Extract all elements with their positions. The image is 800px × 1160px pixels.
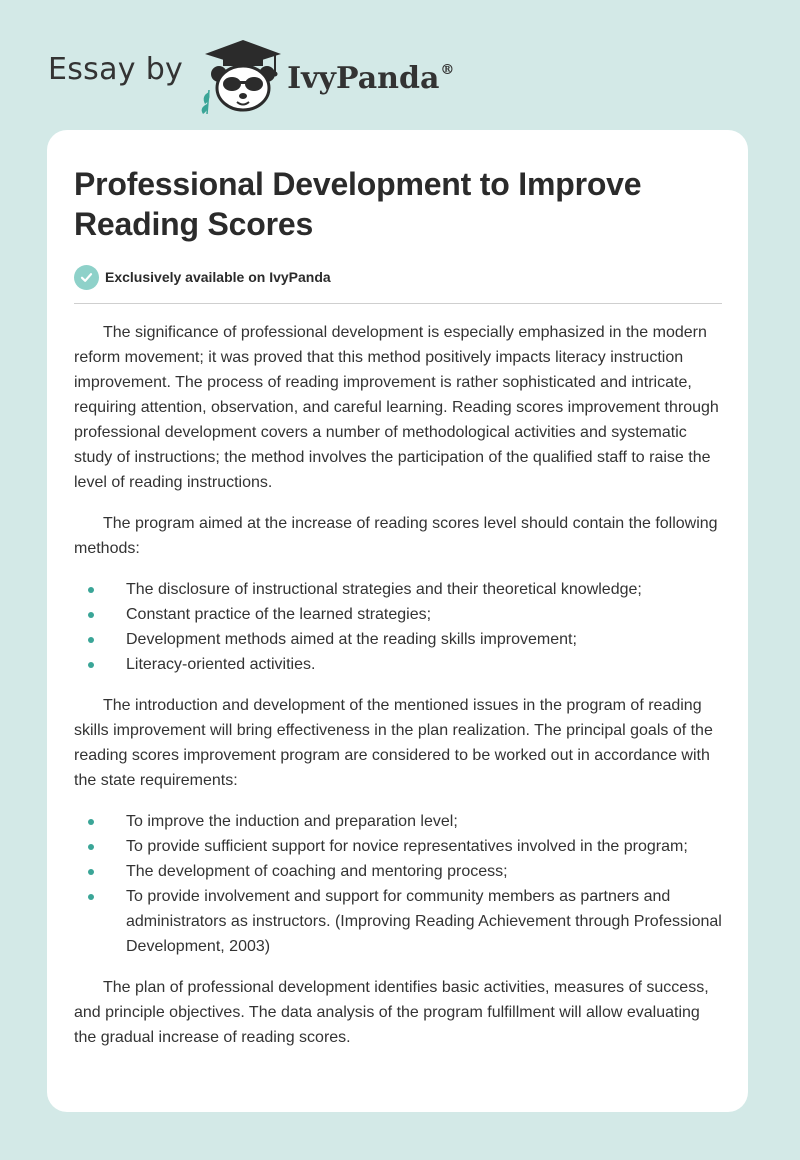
list-item <box>126 834 722 859</box>
list-item-text: The development of coaching and mentoring process; <box>126 863 508 880</box>
registered-mark: ® <box>440 61 455 78</box>
paragraph-3: The introduction and development of the mentioned issues in the program of reading skills improvement will bring effectiveness in the plan realization. The principal goals of the reading scores improvement program are considered to be worked out in accordance with the state requirements: <box>74 697 713 789</box>
article-title: Professional Development to Improve Reading Scores <box>74 166 642 242</box>
exclusive-badge <box>74 264 722 290</box>
exclusive-label: Exclusively available on IvyPanda <box>105 269 331 285</box>
list-item <box>126 652 722 677</box>
list-item-text: Literacy-oriented activities. <box>126 656 316 673</box>
brand-name-text: IvyPanda <box>287 60 440 96</box>
bullet-icon <box>88 637 94 643</box>
bullet-icon <box>88 819 94 825</box>
check-icon <box>74 265 99 290</box>
paragraph-1: The significance of professional development is especially emphasized in the modern reform movement; it was proved that this method positively impacts literacy instruction improvement. The process of reading improvement is rather sophisticated and intricate, requiring attention, observation, and careful learning. Reading scores improvement through professional development covers a number of methodological activities and systematic study of instructions; the method involves the participation of the qualified staff to raise the level of reading instructions. <box>74 324 719 491</box>
list-item <box>126 627 722 652</box>
brand-name <box>287 61 454 96</box>
bullet-icon <box>88 662 94 668</box>
list-item-text: Constant practice of the learned strategies; <box>126 606 432 623</box>
paragraph-2: The program aimed at the increase of reading scores level should contain the following methods: <box>74 515 718 557</box>
list-item-text: To improve the induction and preparation level; <box>126 813 458 830</box>
list-item-text: Development methods aimed at the reading skills improvement; <box>126 631 577 648</box>
methods-list <box>74 577 722 677</box>
bullet-icon <box>88 894 94 900</box>
article-card <box>47 130 748 1112</box>
panda-logo-icon[interactable] <box>195 34 291 114</box>
article-body <box>74 320 722 1050</box>
divider <box>74 303 722 304</box>
list-item <box>126 859 722 884</box>
list-item <box>126 884 722 959</box>
site-header <box>48 34 454 114</box>
essay-by-label: Essay by <box>48 51 184 87</box>
list-item-text: To provide sufficient support for novice representatives involved in the program; <box>126 838 688 855</box>
list-item-text: To provide involvement and support for community members as partners and administrators as instructors. (Improving Reading Achievement through Professional Development, 2003) <box>126 888 722 955</box>
list-item <box>126 602 722 627</box>
paragraph-4: The plan of professional development identifies basic activities, measures of success, and principle objectives. The data analysis of the program fulfillment will allow evaluating the gradual increase of reading scores. <box>74 979 709 1046</box>
goals-list <box>74 809 722 959</box>
bullet-icon <box>88 587 94 593</box>
bullet-icon <box>88 869 94 875</box>
list-item-text: The disclosure of instructional strategies and their theoretical knowledge; <box>126 581 642 598</box>
bullet-icon <box>88 844 94 850</box>
bullet-icon <box>88 612 94 618</box>
list-item <box>126 809 722 834</box>
list-item <box>126 577 722 602</box>
